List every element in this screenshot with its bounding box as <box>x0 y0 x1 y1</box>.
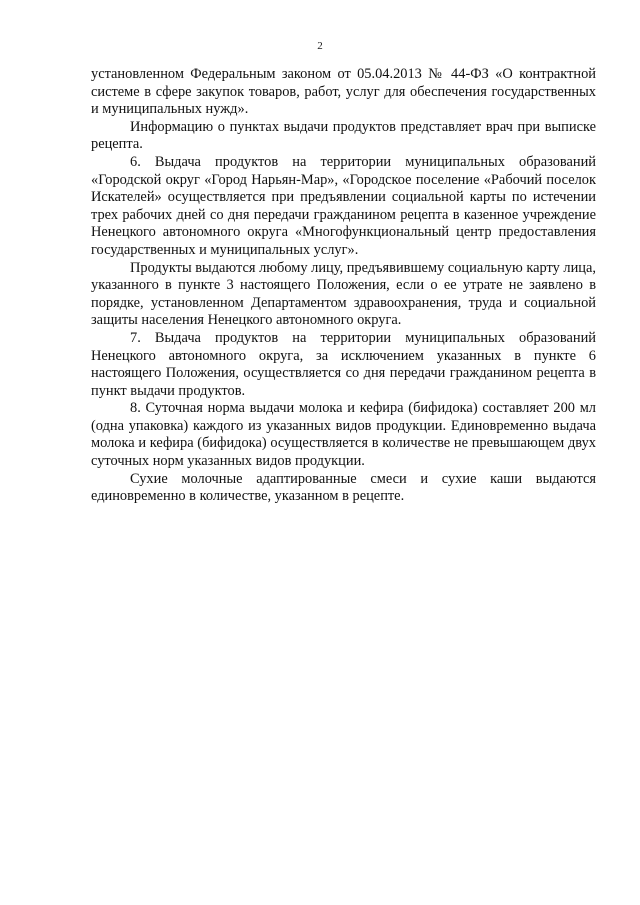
paragraph-item-6: 6. Выдача продуктов на территории муниципальных образований «Городской округ «Город Нарьян-Мар», «Городское поселение «Рабочий поселок Искателей» осуществляется при предъявлении социальной карты по истечении трех рабочих дней со дня передачи гражданином рецепта в казенное учреждение Ненецкого автономного округа «Многофункциональный центр предоставления государственных и муниципальных услуг». <box>91 153 596 258</box>
paragraph-item-7: 7. Выдача продуктов на территории муниципальных образований Ненецкого автономного округа, за исключением указанных в пункте 6 настоящего Положения, осуществляется со дня передачи гражданином рецепта в пункт выдачи продуктов. <box>91 329 596 399</box>
paragraph-item-8: 8. Суточная норма выдачи молока и кефира (бифидока) составляет 200 мл (одна упаковка) каждого из указанных видов продукции. Единовременно выдача молока и кефира (бифидока) осуществляется в количестве не превышающем двух суточных норм указанных видов продукции. <box>91 400 596 470</box>
paragraph-dry-mixes: Сухие молочные адаптированные смеси и сухие каши выдаются единовременно в количестве, указанном в рецепте. <box>91 470 596 505</box>
page-number: 2 <box>317 40 323 52</box>
document-body <box>91 66 596 506</box>
paragraph-social-card: Продукты выдаются любому лицу, предъявившему социальную карту лица, указанного в пункте 3 настоящего Положения, если о ее утрате не заявлено в порядке, установленном Департаментом здравоохранения, труда и социальной защиты населения Ненецкого автономного округа. <box>91 259 596 329</box>
paragraph-pickup-info: Информацию о пунктах выдачи продуктов представляет врач при выписке рецепта. <box>91 118 596 153</box>
paragraph-continuation: установленном Федеральным законом от 05.04.2013 № 44-ФЗ «О контрактной системе в сфере закупок товаров, работ, услуг для обеспечения государственных и муниципальных нужд». <box>91 66 596 118</box>
